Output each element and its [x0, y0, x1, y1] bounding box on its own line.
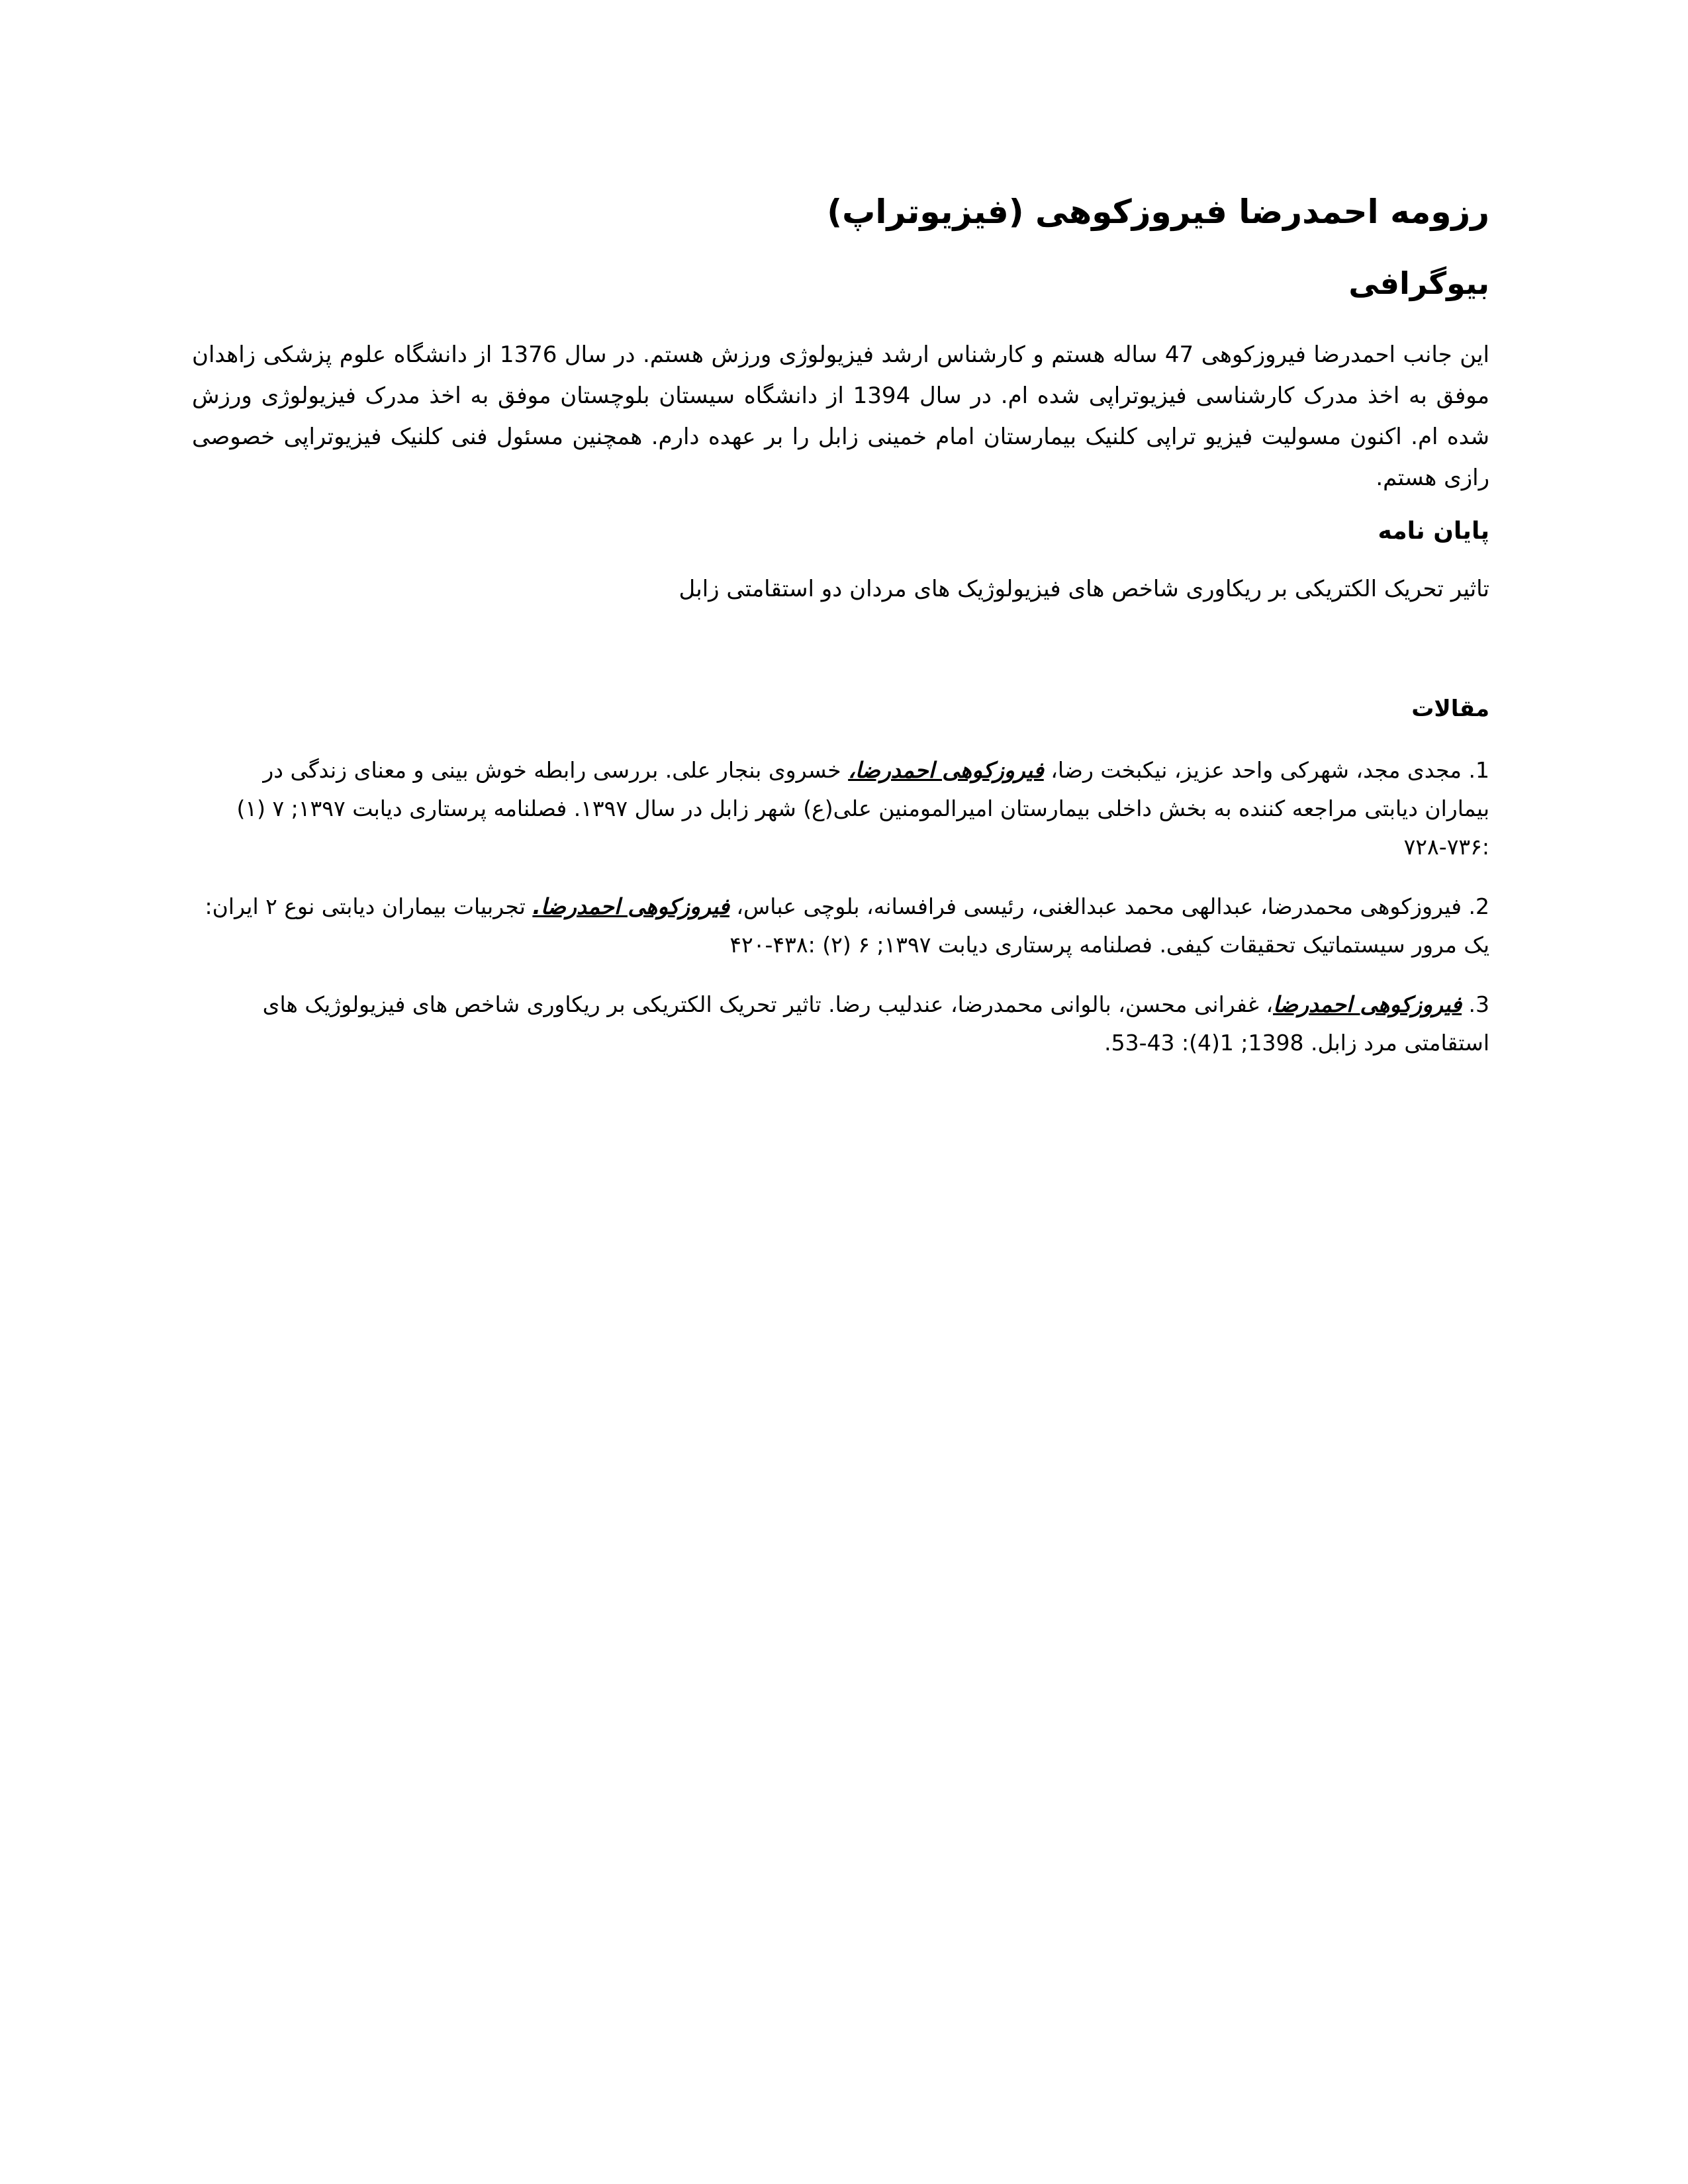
thesis-text: تاثیر تحریک الکتریکی بر ریکاوری شاخص های فیزیولوژیک های مردان دو استقامتی زابل: [679, 576, 1489, 602]
article-authors: مجدی مجد، شهرکی واحد عزیز، نیکبخت رضا،: [1043, 757, 1462, 783]
article-citation: تجربیات بیماران دیابتی نوع ۲ ایران: یک مرور سیستماتیک تحقیقات کیفی. فصلنامه پرستاری دیابت ۱۳۹۷; ۶ (۲) :۴۳۸-۴۲۰: [205, 893, 1489, 958]
article-authors: فیروزکوهی محمدرضا، عبدالهی محمد عبدالغنی، رئیسی فرافسانه، بلوچی عباس،: [729, 893, 1462, 919]
article-citation: ، غفرانی محسن، بالوانی محمدرضا، عندلیب رضا. تاثیر تحریک الکتریکی بر ریکاوری شاخص های فیزیولوژیک های استقامتی مرد زابل. 1398; 1(4): 43-53.: [262, 991, 1489, 1056]
page-title: رزومه احمدرضا فیروزکوهی (فیزیوتراپ): [827, 193, 1489, 231]
articles-list: [192, 751, 1489, 1083]
article-number: 1.: [1468, 757, 1489, 783]
resume-page: [192, 0, 1489, 2184]
thesis-heading: پایان نامه: [1378, 518, 1489, 545]
article-citation: خسروی بنجار علی. بررسی رابطه خوش بینی و معنای زندگی در بیماران دیابتی مراجعه کننده به بخش داخلی بیمارستان امیرالمومنین علی(ع) شهر زابل در سال ۱۳۹۷. فصلنامه پرستاری دیابت ۱۳۹۷; ۷ (۱) :۷۳۶-۷۲۸: [236, 757, 1489, 860]
article-item: [192, 887, 1489, 964]
articles-heading: مقالات: [1411, 696, 1489, 722]
article-item: [192, 985, 1489, 1062]
biography-heading: بیوگرافی: [1348, 265, 1489, 301]
article-highlighted-author: فیروزکوهی احمدرضا،: [848, 757, 1044, 783]
article-number: 2.: [1468, 893, 1489, 919]
article-number: 3.: [1468, 991, 1489, 1017]
biography-text: این جانب احمدرضا فیروزکوهی 47 ساله هستم و کارشناس ارشد فیزیولوژی ورزش هستم. در سال 1376 از دانشگاه علوم پزشکی زاهدان موفق به اخذ مدرک کارشناسی فیزیوتراپی شده ام. در سال 1394 از دانشگاه سیستان بلوچستان موفق به اخذ مدرک فیزیولوژی ورزش شده ام. اکنون مسولیت فیزیو تراپی کلنیک بیمارستان امام خمینی زابل را بر عهده دارم. همچنین مسئول فنی کلنیک فیزیوتراپی خصوصی رازی هستم.: [192, 341, 1490, 491]
article-highlighted-author: فیروزکوهی احمدرضا.: [532, 893, 729, 919]
article-highlighted-author: فیروزکوهی احمدرضا: [1273, 991, 1462, 1017]
article-item: [192, 751, 1489, 866]
